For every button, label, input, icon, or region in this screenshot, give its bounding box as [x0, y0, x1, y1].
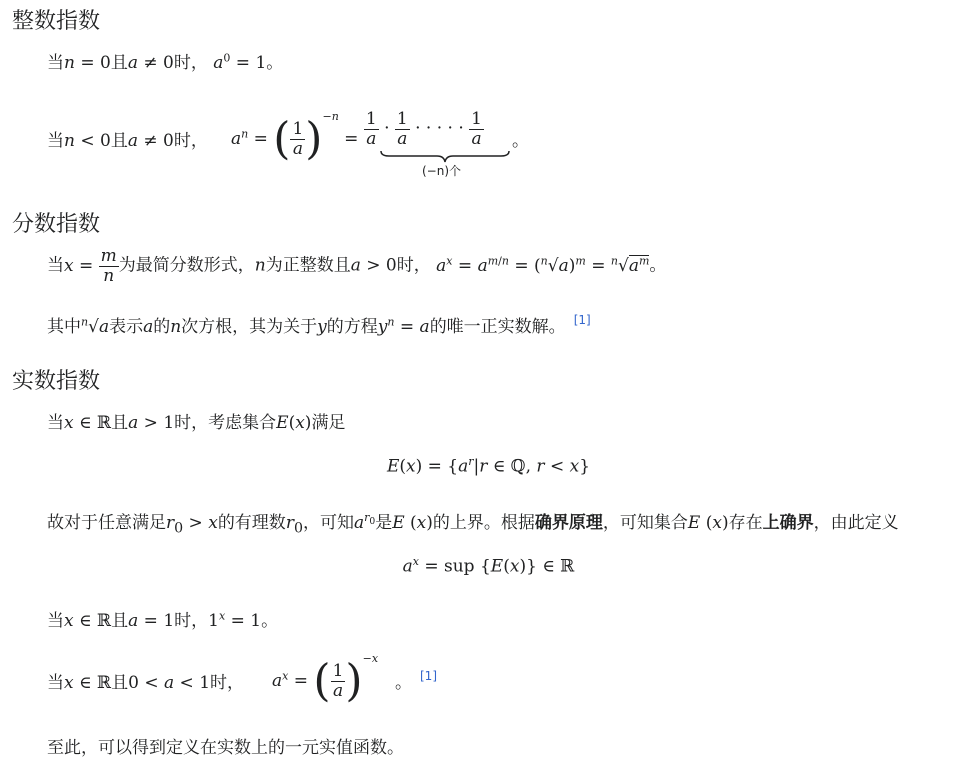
math: E(x) [276, 413, 312, 433]
math: n [254, 255, 266, 276]
link-completeness-principle[interactable]: 确界原理 [534, 513, 603, 533]
math: n < 0 [64, 131, 111, 151]
paragraph-fraction-def [47, 247, 666, 285]
text: 且 [111, 611, 129, 631]
text: 故对于任意满足 [47, 513, 166, 533]
text: ，可知集合 [602, 513, 688, 533]
math: a = 1 [128, 611, 175, 631]
text: 满足 [311, 413, 346, 433]
reference-link[interactable]: [1] [420, 669, 437, 683]
paragraph-real-set [47, 408, 345, 433]
paragraph-real-supremum [47, 508, 899, 536]
math: a > 0 [350, 255, 397, 276]
math: $a^{r_0}$ [353, 511, 376, 533]
math: $a^0 = 1$ [213, 51, 267, 73]
text: 其中 [47, 317, 81, 337]
math: $1^x = 1$ [208, 609, 262, 631]
paragraph-real-a-equals-1 [47, 606, 278, 631]
text: 的 [153, 317, 171, 337]
text: 的方程 [326, 317, 378, 337]
text: 当 [47, 131, 64, 151]
text: 时， [173, 53, 208, 73]
math: y [317, 317, 327, 337]
text: 。 [261, 611, 279, 631]
text: 存在 [728, 513, 763, 533]
math: E (x) [392, 513, 433, 533]
equation-set-definition: $E(x) = \{a^r|r$ ∈ ℚ, r < x} [386, 455, 591, 477]
text: 且 [110, 131, 128, 151]
math: x ∈ ℝ [64, 673, 112, 693]
math-expression: $a^n$ = ( $\frac{1}{a}$ )$^{-n}$ = $\frac{1}{a}$ · $\frac{1}{a}$ · · · · · $\frac{1}{a}$ [231, 109, 482, 165]
math: a ≠ 0 [127, 53, 174, 73]
math: a > 1 [128, 413, 175, 433]
text: 是 [375, 513, 393, 533]
text: 当 [47, 611, 64, 631]
text: 时， [174, 611, 209, 631]
trailing [395, 668, 437, 693]
link-supremum[interactable]: 上确界 [762, 513, 814, 533]
text: 为正整数且 [265, 255, 351, 276]
section-heading-real: 实数指数 [12, 369, 101, 394]
text: 当 [47, 53, 64, 73]
math: n = 0 [64, 53, 111, 73]
math: $^n$√a [81, 315, 110, 337]
text: 。 [395, 673, 412, 693]
text: 当 [47, 673, 64, 693]
text: 。 [266, 53, 284, 73]
brace-label: (−n)个 [422, 164, 462, 178]
text: 时，考虑集合 [174, 413, 277, 433]
paragraph-conclusion: 至此，可以得到定义在实数上的一元实值函数。 [47, 738, 404, 758]
text: 表示 [109, 317, 144, 337]
text: 次方根，其为关于 [181, 317, 318, 337]
paragraph-fraction-root [47, 312, 591, 337]
math: a [143, 317, 154, 337]
underbrace [379, 149, 511, 163]
text: 。 [512, 131, 529, 151]
math: x ∈ ℝ [64, 413, 112, 433]
math: 0 < a < 1 [128, 673, 211, 693]
math: x ∈ ℝ [64, 611, 112, 631]
text: 为最简分数形式， [118, 255, 255, 276]
math: E (x) [687, 513, 729, 533]
math: x = $\frac{m}{n}$ [64, 246, 117, 286]
text: 时， [210, 673, 245, 693]
math: $y^n = a$ [377, 315, 430, 337]
text: ，可知 [302, 513, 354, 533]
equation-sup-definition: $a^x$ = sup {E(x)} ∈ ℝ [402, 555, 575, 577]
text: 且 [110, 53, 128, 73]
math: $r_0 > x$ [166, 513, 218, 537]
text: 时， [173, 131, 208, 151]
math-expression: $a^x$ = ( $\frac{1}{a}$ )$^{-x}$ [272, 652, 379, 707]
math: n [170, 317, 182, 337]
section-heading-fraction: 分数指数 [12, 212, 101, 237]
math: a ≠ 0 [127, 131, 174, 151]
text: 当 [47, 255, 64, 276]
reference-link[interactable]: [1] [573, 313, 591, 327]
condition [47, 126, 208, 151]
text: 且 [111, 673, 129, 693]
text: 且 [111, 413, 129, 433]
section-heading-integer: 整数指数 [12, 9, 101, 34]
text: ，由此定义 [813, 513, 899, 533]
text: 时， [396, 255, 431, 276]
text: 的有理数 [217, 513, 286, 533]
text: 。 [649, 255, 667, 276]
text: 的上界。根据 [432, 513, 535, 533]
math: $a^x = a^{m/n} = (^n√a)^m = ^n√a^m$ [436, 254, 650, 276]
paragraph-integer-positive [47, 48, 283, 73]
condition [47, 668, 244, 693]
text: 的唯一正实数解。 [429, 317, 566, 337]
text: 当 [47, 413, 64, 433]
math: $r_0$ [285, 513, 303, 537]
